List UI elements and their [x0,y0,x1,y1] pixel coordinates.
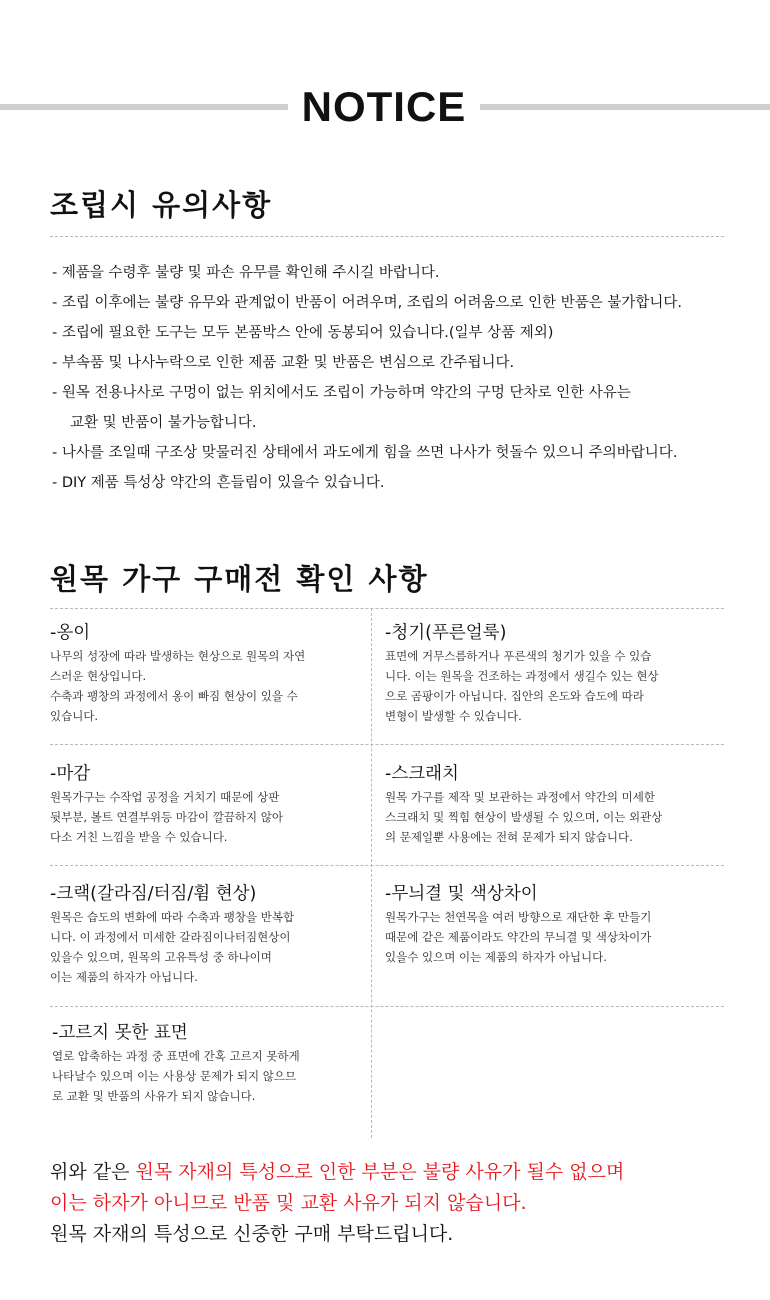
notice-rule-right [480,104,770,110]
check-item-body [50,646,355,726]
check-item-line: 으로 곰팡이가 아닙니다. 집안의 온도와 습도에 따라 [385,689,644,703]
grid-divider-row-2 [50,865,724,866]
assembly-section-title: 조립시 유의사항 [50,188,273,222]
check-item-line: 열로 압축하는 과정 중 표면에 간혹 고르지 못하게 [52,1049,300,1063]
assembly-note: - 부속품 및 나사누락으로 인한 제품 교환 및 반품은 변심으로 간주됩니다. [52,355,515,371]
check-item-line: 있을수 있으며 이는 제품의 하자가 아닙니다. [385,950,607,964]
check-item-line: 나무의 성장에 따라 발생하는 현상으로 원목의 자연 [50,649,306,663]
closing-warning-1: 원목 자재의 특성으로 인한 부분은 불량 사유가 될수 없으며 [135,1161,625,1183]
assembly-note: - 조립에 필요한 도구는 모두 본품박스 안에 동봉되어 있습니다.(일부 상품 제외) [52,325,554,341]
closing-warning-2: 이는 하자가 아니므로 반품 및 교환 사유가 되지 않습니다. [50,1192,527,1214]
check-item-line: 원목가구는 수작업 공정을 거치기 때문에 상판 [50,790,280,804]
check-item-title: -마감 [50,764,91,784]
assembly-note: - 제품을 수령후 불량 및 파손 유무를 확인해 주시길 바랍니다. [52,265,440,281]
assembly-notes-list [52,258,770,498]
closing-line-1 [50,1157,624,1188]
check-item-line: 로 교환 및 반품의 사유가 되지 않습니다. [52,1089,256,1103]
check-item-blue-stain [385,622,690,726]
check-item-body [385,787,690,847]
notice-title: NOTICE [301,83,467,130]
notice-rule-left [0,104,288,110]
assembly-divider [50,236,724,237]
check-item-knot [50,622,355,726]
check-item-title: -무늬결 및 색상차이 [385,884,538,904]
check-item-body [52,1046,357,1106]
assembly-note: - 나사를 조일때 구조상 맞물러진 상태에서 과도에게 힘을 쓰면 나사가 헛돌수 있으니 주의바랍니다. [52,445,678,461]
check-item-line: 의 문제일뿐 사용에는 전혀 문제가 되지 않습니다. [385,830,633,844]
check-item-line: 변형이 발생할 수 있습니다. [385,709,522,723]
assembly-note: - 원목 전용나사로 구멍이 없는 위치에서도 조립이 가능하며 약간의 구멍 단차로 인한 사유는 [52,385,631,401]
check-item-line: 있을수 있으며, 원목의 고유특성 중 하나이며 [50,950,272,964]
check-item-line: 원목은 습도의 변화에 따라 수축과 팽창을 반복합 [50,910,295,924]
notice-header [0,82,770,132]
assembly-note: - DIY 제품 특성상 약간의 흔들림이 있을수 있습니다. [52,475,385,491]
check-item-line: 원목 가구를 제작 및 보관하는 과정에서 약간의 미세한 [385,790,655,804]
check-item-grain-color [385,883,690,967]
check-item-uneven-surface [52,1022,357,1106]
check-item-line: 표면에 거무스름하거나 푸른색의 청기가 있을 수 있습 [385,649,652,663]
assembly-note: - 조립 이후에는 불량 유무와 관계없이 반품이 어려우며, 조립의 어려움으로 인한 반품은 불가합니다. [52,295,683,311]
closing-prefix: 위와 같은 [50,1161,136,1183]
closing-line-3: 원목 자재의 특성으로 신중한 구매 부탁드립니다. [50,1223,454,1245]
check-item-line: 때문에 같은 제품이라도 약간의 무늬결 및 색상차이가 [385,930,652,944]
assembly-note-continuation: 교환 및 반품이 불가능합니다. [70,415,257,431]
check-item-line: 니다. 이는 원목을 건조하는 과정에서 생길수 있는 현상 [385,669,659,683]
check-item-line: 이는 제품의 하자가 아닙니다. [50,970,198,984]
check-item-line: 니다. 이 과정에서 미세한 갈라짐이나터짐현상이 [50,930,291,944]
check-item-body [385,907,690,967]
check-item-line: 스러운 현상입니다. [50,669,147,683]
check-item-title: -크랙(갈라짐/터짐/휨 현상) [50,884,257,904]
check-item-line: 스크래치 및 찍힘 현상이 발생될 수 있으며, 이는 외관상 [385,810,663,824]
check-item-line: 있습니다. [50,709,99,723]
purchase-divider [50,608,724,609]
check-item-line: 다소 거친 느낌을 받을 수 있습니다. [50,830,228,844]
grid-divider-row-1 [50,744,724,745]
check-item-line: 뒷부분, 볼트 연결부위등 마감이 깔끔하지 않아 [50,810,284,824]
check-item-body [50,907,355,987]
check-item-finish [50,763,355,847]
check-item-scratch [385,763,690,847]
closing-statement [50,1157,624,1250]
grid-divider-column [371,608,372,1138]
check-item-body [50,787,355,847]
check-item-title: -옹이 [50,623,91,643]
check-item-line: 나타날수 있으며 이는 사용상 문제가 되지 않으므 [52,1069,297,1083]
check-item-line: 원목가구는 천연목을 여러 방향으로 재단한 후 만들기 [385,910,652,924]
check-item-line: 수축과 팽창의 과정에서 옹이 빠짐 현상이 있을 수 [50,689,298,703]
check-item-title: -스크래치 [385,764,459,784]
check-item-crack [50,883,355,987]
purchase-section-title: 원목 가구 구매전 확인 사항 [50,562,429,596]
check-item-title: -고르지 못한 표면 [52,1023,188,1043]
check-item-body [385,646,690,726]
check-item-title: -청기(푸른얼룩) [385,623,507,643]
grid-divider-row-3 [50,1006,724,1007]
